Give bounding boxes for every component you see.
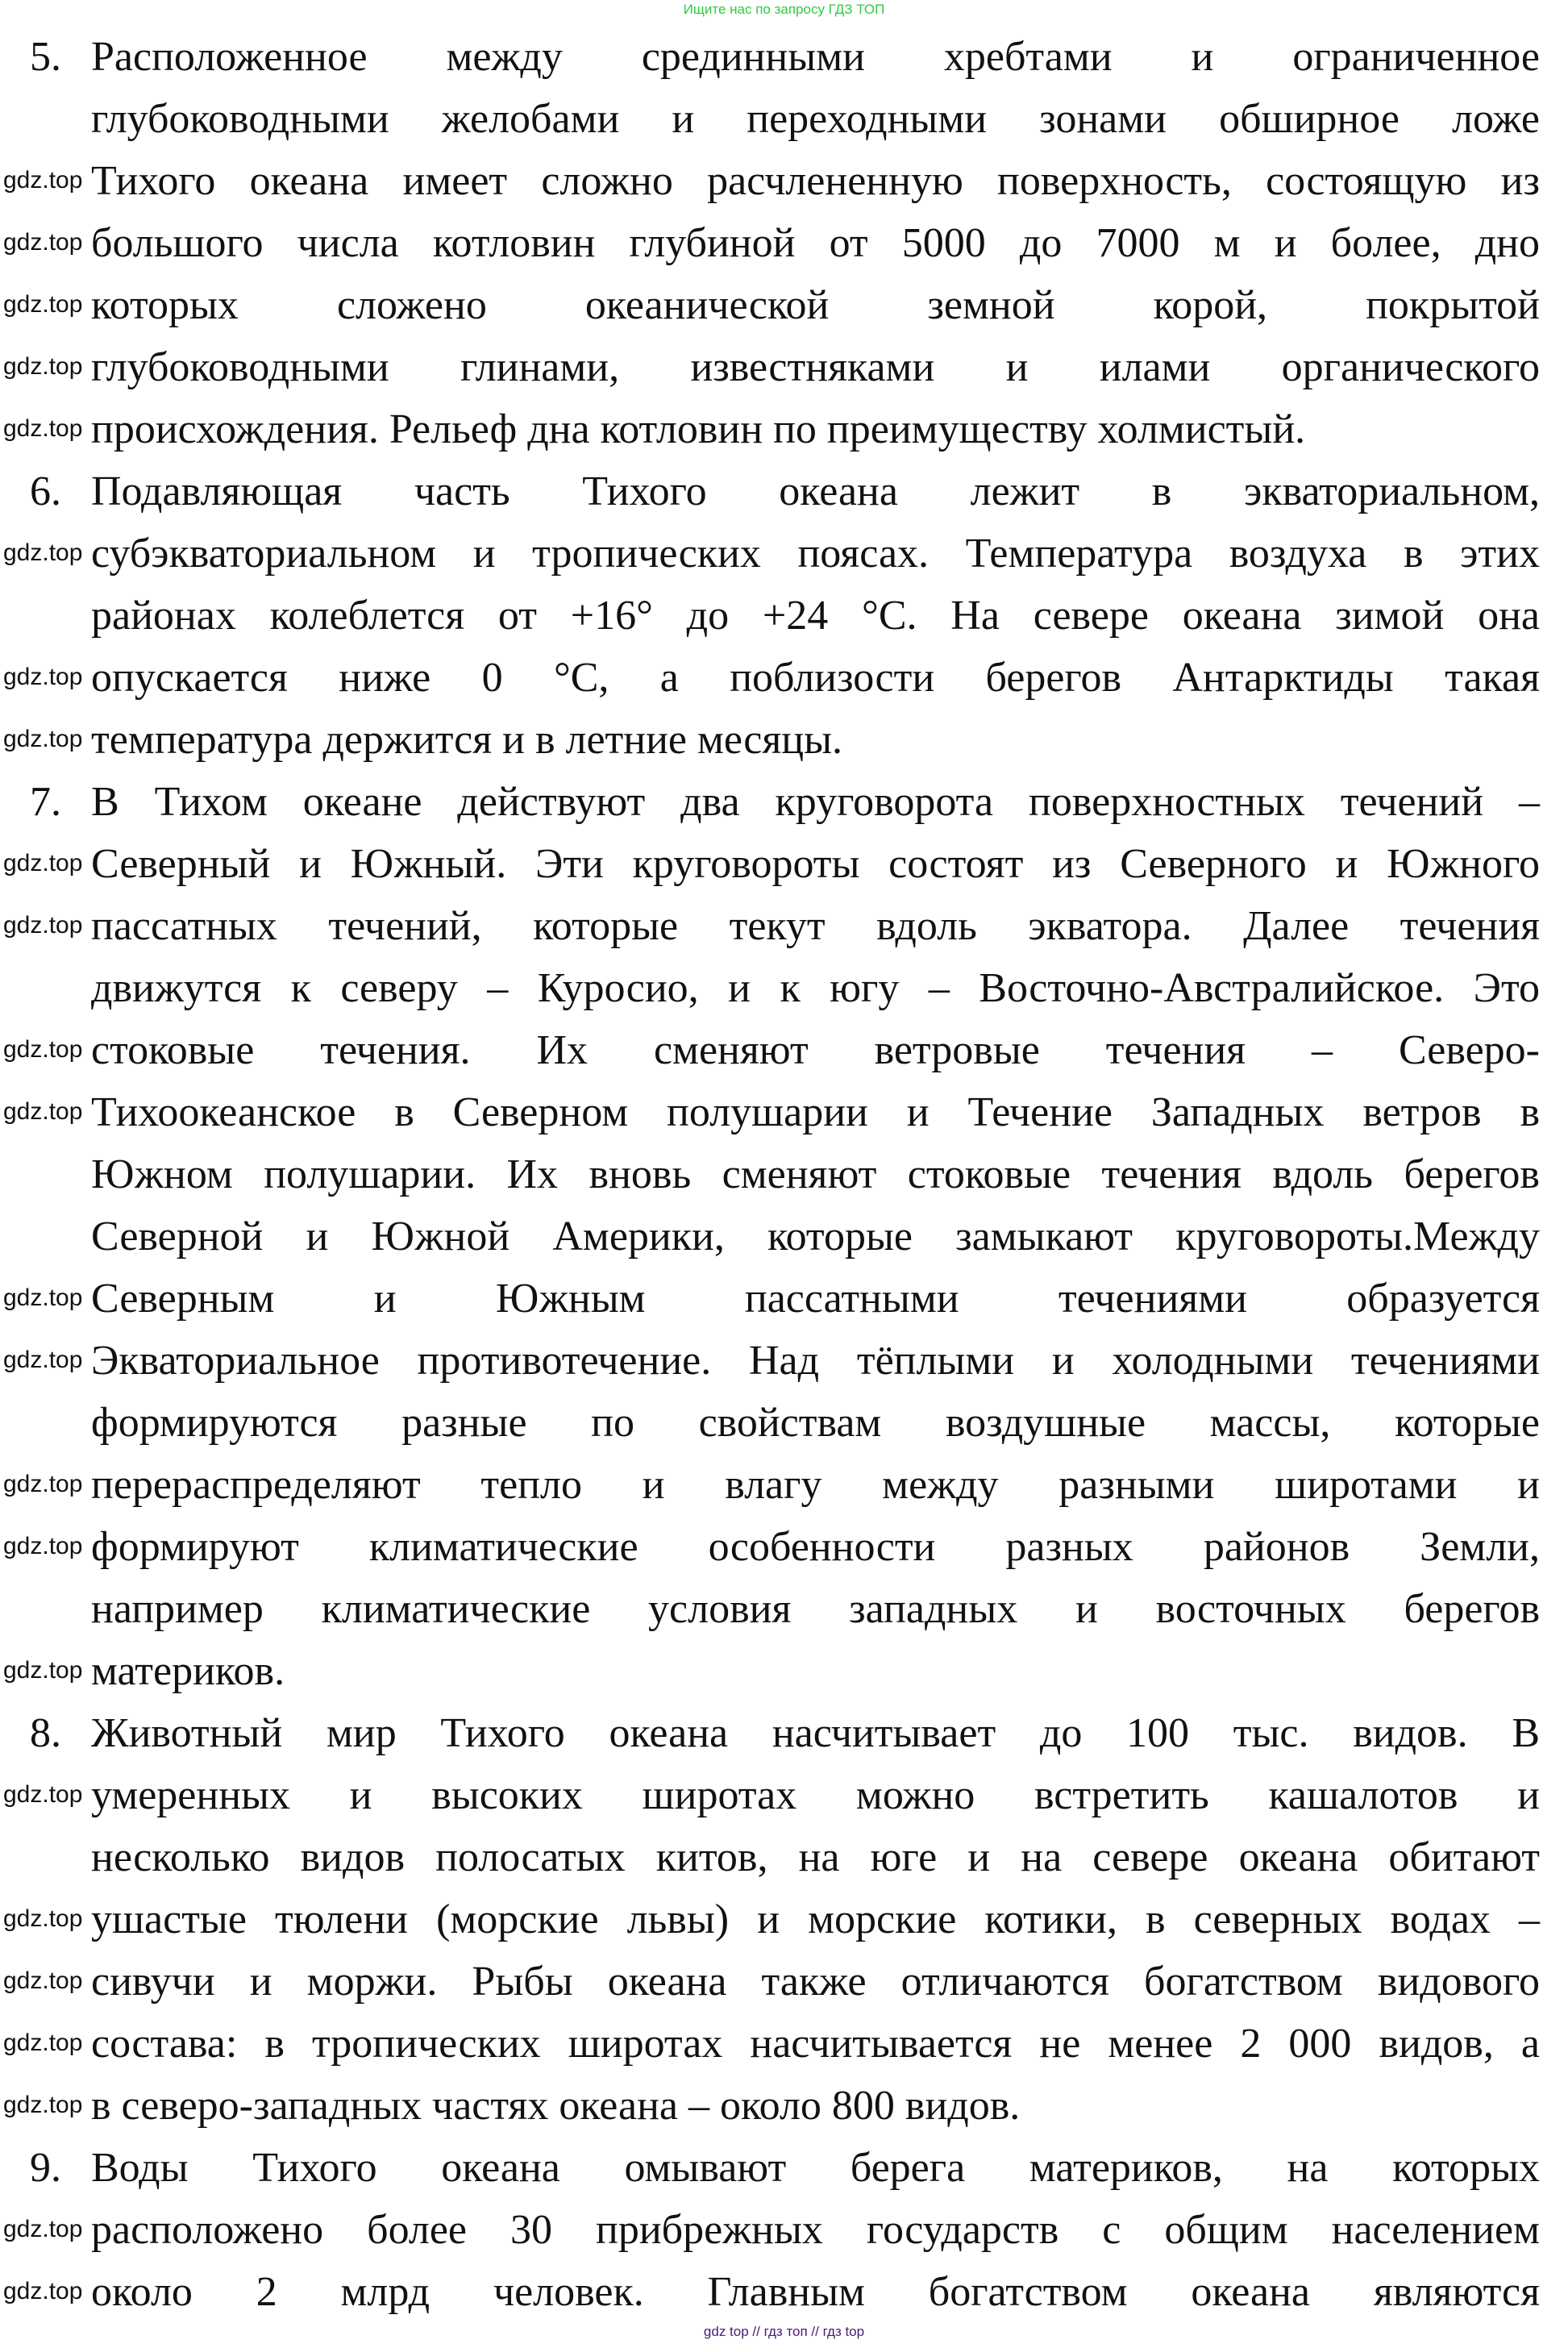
watermark-text: gdz.top bbox=[3, 415, 83, 442]
text-line: Воды Тихого океана омывают берега материков, на которых bbox=[91, 2145, 1540, 2191]
watermark-text: gdz.top bbox=[3, 1781, 83, 1808]
footer-watermark: gdz top // гдз топ // гдз top bbox=[703, 2324, 865, 2339]
text-line: движутся к северу – Куросио, и к югу – Восточно-Австралийское. Это bbox=[91, 965, 1540, 1011]
watermark-text: gdz.top bbox=[3, 912, 83, 939]
text-line: глубоководными глинами, известняками и илами органического bbox=[91, 344, 1540, 390]
watermark-text: gdz.top bbox=[3, 167, 83, 194]
text-line: несколько видов полосатых китов, на юге и на севере океана обитают bbox=[91, 1834, 1540, 1880]
watermark-text: gdz.top bbox=[3, 1657, 83, 1684]
text-line: опускается ниже 0 °С, а поблизости берегов Антарктиды такая bbox=[91, 655, 1540, 701]
text-line: Северным и Южным пассатными течениями образуется bbox=[91, 1276, 1540, 1322]
text-line: субэкваториальном и тропических поясах. Температура воздуха в этих bbox=[91, 531, 1540, 577]
text-line: сивучи и моржи. Рыбы океана также отличаются богатством видового bbox=[91, 1959, 1540, 2005]
text-line: Северной и Южной Америки, которые замыкают круговороты.Между bbox=[91, 1214, 1540, 1259]
text-line: Экваториальное противотечение. Над тёплыми и холодными течениями bbox=[91, 1338, 1540, 1384]
watermark-text: gdz.top bbox=[3, 2278, 83, 2304]
text-line: умеренных и высоких широтах можно встретить кашалотов и bbox=[91, 1772, 1540, 1818]
text-line: ушастые тюлени (морские львы) и морские котики, в северных водах – bbox=[91, 1896, 1540, 1942]
watermark-text: gdz.top bbox=[3, 539, 83, 566]
text-line: стоковые течения. Их сменяют ветровые течения – Северо- bbox=[91, 1027, 1540, 1073]
item-number: 9. bbox=[30, 2145, 61, 2191]
text-line: состава: в тропических широтах насчитывается не менее 2 000 видов, а bbox=[91, 2021, 1540, 2067]
text-line: около 2 млрд человек. Главным богатством океана являются bbox=[91, 2269, 1540, 2315]
text-line: материков. bbox=[91, 1648, 285, 1694]
item-number: 5. bbox=[30, 34, 61, 80]
watermark-text: gdz.top bbox=[3, 1098, 83, 1125]
text-line: Животный мир Тихого океана насчитывает до 100 тыс. видов. В bbox=[91, 1710, 1540, 1756]
text-line: Северный и Южный. Эти круговороты состоят из Северного и Южного bbox=[91, 841, 1540, 887]
watermark-text: gdz.top bbox=[3, 664, 83, 690]
watermark-text: gdz.top bbox=[3, 1036, 83, 1063]
watermark-text: gdz.top bbox=[3, 229, 83, 256]
text-line: большого числа котловин глубиной от 5000 до 7000 м и более, дно bbox=[91, 220, 1540, 266]
watermark-text: gdz.top bbox=[3, 2030, 83, 2056]
watermark-text: gdz.top bbox=[3, 1905, 83, 1932]
text-line: температура держится и в летние месяцы. bbox=[91, 717, 843, 763]
text-line: например климатические условия западных и восточных берегов bbox=[91, 1586, 1540, 1632]
text-line: Южном полушарии. Их вновь сменяют стоковые течения вдоль берегов bbox=[91, 1151, 1540, 1197]
watermark-text: gdz.top bbox=[3, 1471, 83, 1497]
text-line: районах колеблется от +16° до +24 °С. На севере океана зимой она bbox=[91, 593, 1540, 639]
item-number: 7. bbox=[30, 779, 61, 825]
text-line: в северо-западных частях океана – около 800 видов. bbox=[91, 2083, 1021, 2129]
text-line: Расположенное между срединными хребтами и ограниченное bbox=[91, 34, 1540, 80]
text-line: Тихоокеанское в Северном полушарии и Течение Западных ветров в bbox=[91, 1089, 1540, 1135]
text-line: происхождения. Рельеф дна котловин по преимуществу холмистый. bbox=[91, 406, 1306, 452]
watermark-text: gdz.top bbox=[3, 2216, 83, 2242]
watermark-text: gdz.top bbox=[3, 353, 83, 380]
search-banner: Ищите нас по запросу ГДЗ ТОП bbox=[683, 2, 885, 17]
text-line: формируют климатические особенности разных районов Земли, bbox=[91, 1524, 1540, 1570]
text-line: Подавляющая часть Тихого океана лежит в экваториальном, bbox=[91, 468, 1540, 514]
watermark-text: gdz.top bbox=[3, 1967, 83, 1994]
watermark-text: gdz.top bbox=[3, 1347, 83, 1373]
text-line: которых сложено океанической земной корой, покрытой bbox=[91, 282, 1540, 328]
watermark-text: gdz.top bbox=[3, 850, 83, 876]
text-line: глубоководными желобами и переходными зонами обширное ложе bbox=[91, 96, 1540, 142]
watermark-text: gdz.top bbox=[3, 291, 83, 318]
text-line: пассатных течений, которые текут вдоль экватора. Далее течения bbox=[91, 903, 1540, 949]
item-number: 8. bbox=[30, 1710, 61, 1756]
text-line: расположено более 30 прибрежных государств с общим населением bbox=[91, 2207, 1540, 2253]
watermark-text: gdz.top bbox=[3, 726, 83, 752]
text-line: Тихого океана имеет сложно расчлененную поверхность, состоящую из bbox=[91, 158, 1540, 204]
item-number: 6. bbox=[30, 468, 61, 514]
text-line: В Тихом океане действуют два круговорота поверхностных течений – bbox=[91, 779, 1540, 825]
watermark-text: gdz.top bbox=[3, 1533, 83, 1559]
watermark-text: gdz.top bbox=[3, 2092, 83, 2118]
watermark-text: gdz.top bbox=[3, 1284, 83, 1311]
text-line: перераспределяют тепло и влагу между разными широтами и bbox=[91, 1462, 1540, 1508]
text-line: формируются разные по свойствам воздушные массы, которые bbox=[91, 1400, 1540, 1446]
